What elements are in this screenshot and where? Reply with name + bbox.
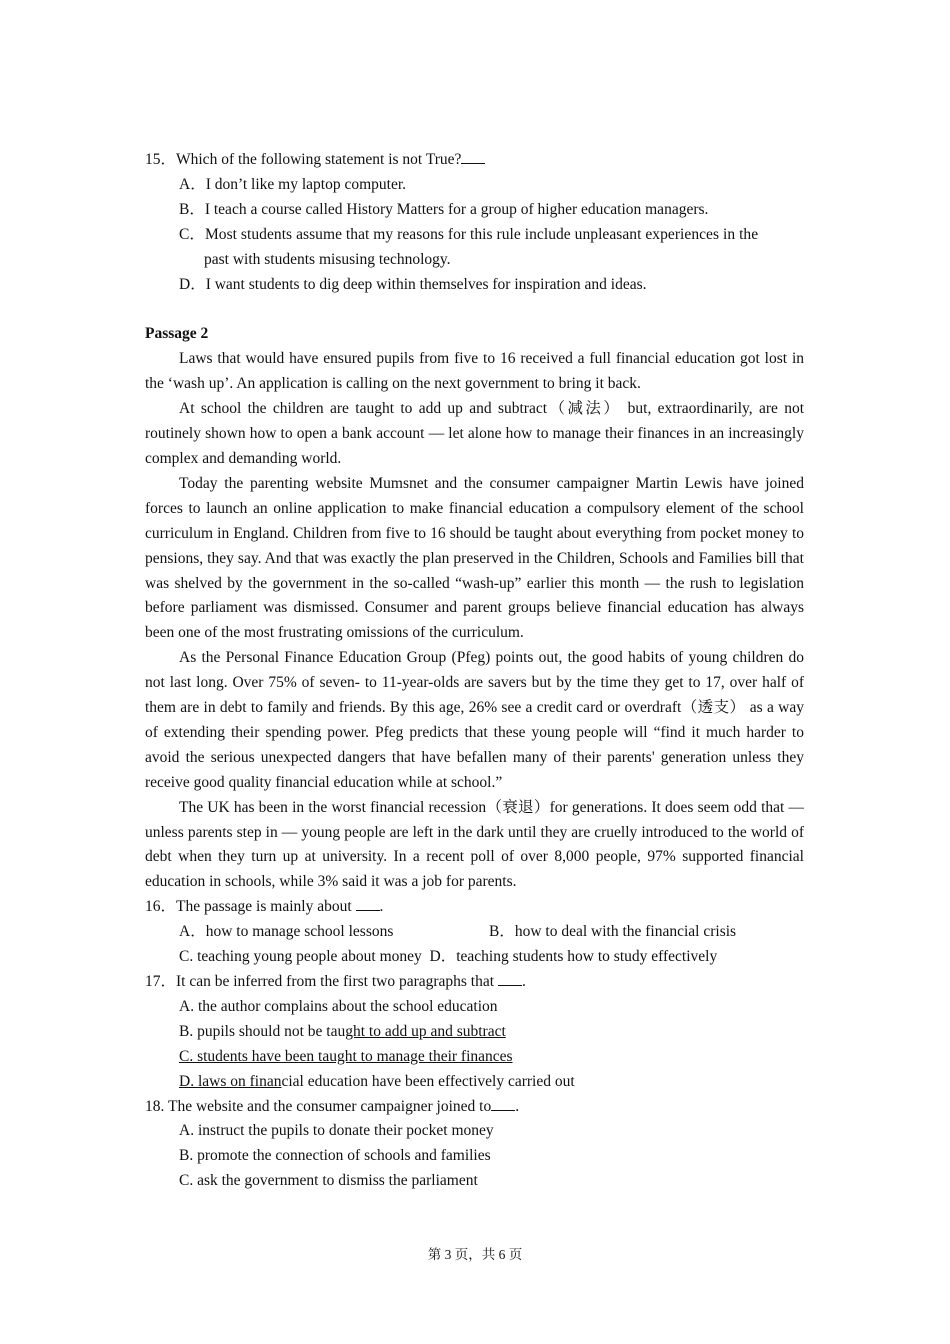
option-text-underlined: D. laws on finan bbox=[179, 1072, 282, 1090]
question-15-option-c-continued: past with students misusing technology. bbox=[204, 250, 451, 268]
question-text: 16．The passage is mainly about bbox=[145, 898, 352, 916]
passage-heading: Passage 2 bbox=[145, 325, 209, 343]
question-16-option-c: C. teaching young people about money bbox=[179, 948, 422, 966]
question-17-stem bbox=[145, 970, 804, 995]
question-end: . bbox=[521, 973, 526, 990]
question-15-option-b: B．I teach a course called History Matters for a group of higher education managers. bbox=[179, 200, 709, 218]
question-end: . bbox=[515, 1097, 520, 1115]
question-text: 15．Which of the following statement is not True? bbox=[145, 151, 462, 168]
option-text-underlined: C. students have been taught to manage their finances bbox=[179, 1047, 513, 1065]
answer-blank bbox=[491, 1096, 515, 1111]
question-17-option-a: A. the author complains about the school education bbox=[179, 997, 498, 1015]
question-18-stem bbox=[145, 1095, 804, 1120]
question-18-option-c: C. ask the government to dismiss the parliament bbox=[179, 1172, 478, 1190]
question-17-option-b bbox=[145, 1020, 804, 1045]
question-end: . bbox=[379, 898, 384, 916]
answer-blank bbox=[356, 896, 380, 911]
question-17-option-c bbox=[145, 1045, 804, 1070]
question-16-options-row-2 bbox=[145, 945, 804, 970]
page-number-footer: 第 3 页，共 6 页 bbox=[427, 1247, 523, 1262]
question-15-stem bbox=[145, 148, 804, 173]
answer-blank bbox=[498, 971, 522, 986]
question-17-option-d bbox=[145, 1070, 804, 1095]
spacer bbox=[145, 297, 804, 322]
document-page bbox=[145, 148, 804, 1194]
question-15-option-a: A．I don’t like my laptop computer. bbox=[179, 175, 407, 193]
question-text: 18. The website and the consumer campaigner joined to bbox=[145, 1097, 492, 1115]
passage-paragraph-2: At school the children are taught to add up and subtract（减法） but, extraordinarily, are not routinely shown how to open a bank account — let alone how to manage their finances in an increasingly complex and demanding world. bbox=[145, 400, 804, 467]
question-16-option-a: A．how to manage school lessons bbox=[179, 923, 394, 941]
option-text-underlined: ght to add up and subtract bbox=[345, 1022, 506, 1040]
question-15-option-d: D．I want students to dig deep within themselves for inspiration and ideas. bbox=[179, 275, 647, 293]
question-16-options-row-1 bbox=[145, 920, 804, 945]
passage-paragraph-1: Laws that would have ensured pupils from five to 16 received a full financial education got lost in the ‘wash up’. An application is calling on the next government to bring it back. bbox=[145, 350, 804, 393]
passage-paragraph-3: Today the parenting website Mumsnet and the consumer campaigner Martin Lewis have joined forces to launch an online application to make financial education a compulsory element of the school curriculum in England. Children from five to 16 should be taught about everything from pocket money to pensions, they say. And that was exactly the plan preserved in the Children, Schools and Families bill that was shelved by the government in the so-called “wash-up” earlier this month — the rush to legislation before parliament was dismissed. Consumer and parent groups believe financial education has always been one of the most frustrating omissions of the curriculum. bbox=[145, 474, 804, 642]
question-15-option-c: C．Most students assume that my reasons for this rule include unpleasant experiences in the bbox=[179, 225, 759, 243]
question-16-option-d: D．teaching students how to study effectively bbox=[429, 948, 718, 966]
question-text: 17．It can be inferred from the first two paragraphs that bbox=[145, 973, 495, 990]
answer-blank bbox=[461, 149, 485, 164]
question-18-option-b: B. promote the connection of schools and families bbox=[179, 1147, 491, 1165]
passage-paragraph-5: The UK has been in the worst financial recession（衰退）for generations. It does seem odd that — unless parents step in — young people are left in the dark until they are cruelly introduced to the world of debt when they turn up at university. In a recent poll of over 8,000 people, 97% supported financial education in schools, while 3% said it was a job for parents. bbox=[145, 798, 804, 891]
option-text: B. pupils should not be tau bbox=[179, 1022, 346, 1040]
passage-paragraph-4: As the Personal Finance Education Group (Pfeg) points out, the good habits of young children do not last long. Over 75% of seven- to 11-year-olds are savers but by the time they get to 17, over half of them are in debt to family and friends. By this age, 26% see a credit card or overdraft（透支） as a way of extending their spending power. Pfeg predicts that these young people will “find it much harder to avoid the serious unexpected dangers that have befallen many of their parents' generation unless they receive good quality financial education while at school.” bbox=[145, 649, 804, 791]
question-18-option-a: A. instruct the pupils to donate their pocket money bbox=[179, 1122, 494, 1140]
question-16-option-b: B．how to deal with the financial crisis bbox=[489, 923, 737, 941]
question-16-stem bbox=[145, 895, 804, 920]
option-text: cial education have been effectively carried out bbox=[281, 1072, 575, 1090]
